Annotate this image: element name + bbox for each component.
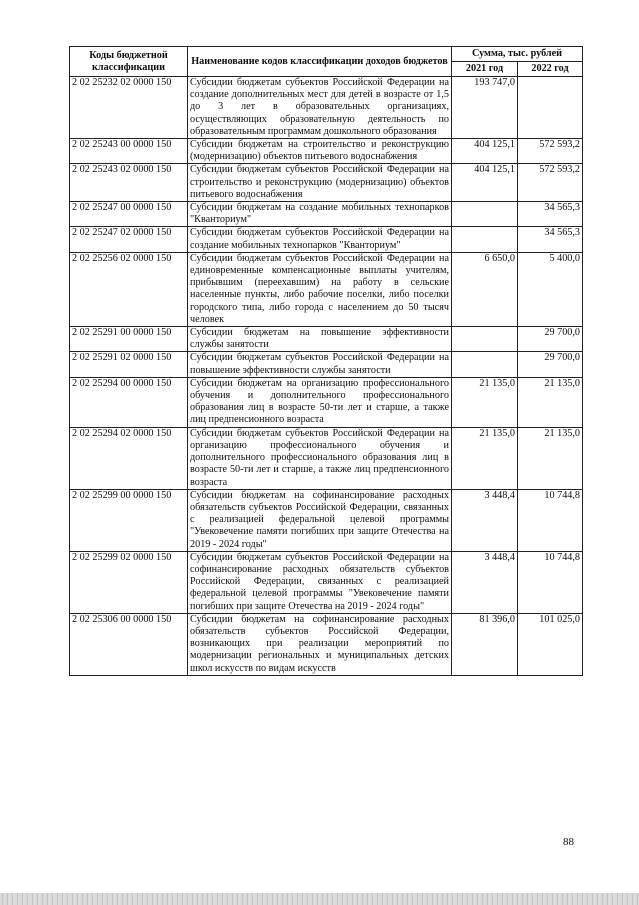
budget-code-cell: 2 02 25294 00 0000 150 (70, 377, 188, 427)
income-name-cell: Субсидии бюджетам на организацию профессионального обучения и дополнительного профессионального образования лиц в возрасте 50-ти лет и старше, а также лиц предпенсионного возраста (188, 377, 452, 427)
income-name-cell: Субсидии бюджетам на софинансирование расходных обязательств субъектов Российской Федерации, возникающих при реализации мероприятий по модернизации региональных и муниципальных детских школ искусств по видам искусств (188, 613, 452, 675)
sum-2022-cell: 10 744,8 (518, 489, 583, 551)
table-row (70, 377, 583, 427)
sum-2021-cell: 193 747,0 (452, 77, 518, 139)
budget-code-cell: 2 02 25243 02 0000 150 (70, 164, 188, 202)
table-row (70, 352, 583, 377)
income-name-cell: Субсидии бюджетам субъектов Российской Федерации на софинансирование расходных обязательств субъектов Российской Федерации, связанных с реализацией федеральной целевой программы "Увековечение памяти погибших при защите Отечества на 2019 - 2024 годы" (188, 551, 452, 613)
sum-2022-cell: 29 700,0 (518, 352, 583, 377)
budget-code-cell: 2 02 25299 02 0000 150 (70, 551, 188, 613)
sum-2021-cell (452, 327, 518, 352)
budget-code-cell: 2 02 25256 02 0000 150 (70, 252, 188, 326)
sum-2021-cell: 3 448,4 (452, 489, 518, 551)
table-row (70, 202, 583, 227)
sum-2022-cell: 21 135,0 (518, 377, 583, 427)
sum-2021-cell: 81 396,0 (452, 613, 518, 675)
income-name-cell: Субсидии бюджетам на повышение эффективности службы занятости (188, 327, 452, 352)
scan-edge-strip (0, 893, 639, 905)
budget-code-cell: 2 02 25291 00 0000 150 (70, 327, 188, 352)
table-row (70, 427, 583, 489)
budget-code-cell: 2 02 25243 00 0000 150 (70, 139, 188, 164)
header-code: Коды бюджетной классификации (70, 47, 188, 77)
budget-code-cell: 2 02 25294 02 0000 150 (70, 427, 188, 489)
table-row (70, 227, 583, 252)
header-sum: Сумма, тыс. рублей (452, 47, 583, 62)
sum-2022-cell: 572 593,2 (518, 139, 583, 164)
sum-2021-cell: 3 448,4 (452, 551, 518, 613)
table-row (70, 77, 583, 139)
income-name-cell: Субсидии бюджетам на софинансирование расходных обязательств субъектов Российской Федерации, связанных с реализацией федеральной целевой программы "Увековечение памяти погибших при защите Отечества на 2019 - 2024 годы" (188, 489, 452, 551)
table-row (70, 139, 583, 164)
budget-code-cell: 2 02 25247 02 0000 150 (70, 227, 188, 252)
table-row (70, 252, 583, 326)
sum-2022-cell: 5 400,0 (518, 252, 583, 326)
sum-2022-cell: 29 700,0 (518, 327, 583, 352)
header-name: Наименование кодов классификации доходов бюджетов (188, 47, 452, 77)
table-row (70, 164, 583, 202)
budget-code-cell: 2 02 25247 00 0000 150 (70, 202, 188, 227)
table-row (70, 327, 583, 352)
sum-2022-cell: 21 135,0 (518, 427, 583, 489)
income-name-cell: Субсидии бюджетам субъектов Российской Федерации на создание мобильных технопарков "Кванториум" (188, 227, 452, 252)
income-name-cell: Субсидии бюджетам на строительство и реконструкцию (модернизацию) объектов питьевого водоснабжения (188, 139, 452, 164)
sum-2022-cell: 34 565,3 (518, 227, 583, 252)
income-name-cell: Субсидии бюджетам на создание мобильных технопарков "Кванториум" (188, 202, 452, 227)
sum-2022-cell: 572 593,2 (518, 164, 583, 202)
table-body (70, 77, 583, 676)
sum-2021-cell (452, 352, 518, 377)
sum-2022-cell: 101 025,0 (518, 613, 583, 675)
sum-2021-cell: 6 650,0 (452, 252, 518, 326)
income-name-cell: Субсидии бюджетам субъектов Российской Федерации на организацию профессионального обучения и дополнительного профессионального образования лиц в возрасте 50-ти лет и старше, а также лиц предпенсионного возраста (188, 427, 452, 489)
table-row (70, 489, 583, 551)
budget-code-cell: 2 02 25306 00 0000 150 (70, 613, 188, 675)
page-number: 88 (563, 836, 574, 848)
sum-2021-cell: 404 125,1 (452, 139, 518, 164)
table-header-row (70, 47, 583, 62)
sum-2022-cell: 34 565,3 (518, 202, 583, 227)
table-row (70, 551, 583, 613)
budget-code-cell: 2 02 25232 02 0000 150 (70, 77, 188, 139)
sum-2021-cell: 21 135,0 (452, 427, 518, 489)
income-name-cell: Субсидии бюджетам субъектов Российской Федерации на повышение эффективности службы занятости (188, 352, 452, 377)
sum-2022-cell: 10 744,8 (518, 551, 583, 613)
table-row (70, 613, 583, 675)
income-name-cell: Субсидии бюджетам субъектов Российской Федерации на строительство и реконструкцию (модернизацию) объектов питьевого водоснабжения (188, 164, 452, 202)
budget-code-cell: 2 02 25291 02 0000 150 (70, 352, 188, 377)
sum-2022-cell (518, 77, 583, 139)
header-year-2022: 2022 год (518, 62, 583, 77)
budget-table (69, 46, 583, 676)
sum-2021-cell (452, 227, 518, 252)
sum-2021-cell: 21 135,0 (452, 377, 518, 427)
header-year-2021: 2021 год (452, 62, 518, 77)
sum-2021-cell: 404 125,1 (452, 164, 518, 202)
sum-2021-cell (452, 202, 518, 227)
budget-code-cell: 2 02 25299 00 0000 150 (70, 489, 188, 551)
income-name-cell: Субсидии бюджетам субъектов Российской Федерации на создание дополнительных мест для детей в возрасте от 1,5 до 3 лет в образовательных организациях, осуществляющих образовательную деятельность по образовательным программам дошкольного образования (188, 77, 452, 139)
income-name-cell: Субсидии бюджетам субъектов Российской Федерации на единовременные компенсационные выплаты учителям, прибывшим (переехавшим) на работу в сельские населенные пункты, либо рабочие поселки, либо поселки городского типа, либо города с населением до 50 тысяч человек (188, 252, 452, 326)
